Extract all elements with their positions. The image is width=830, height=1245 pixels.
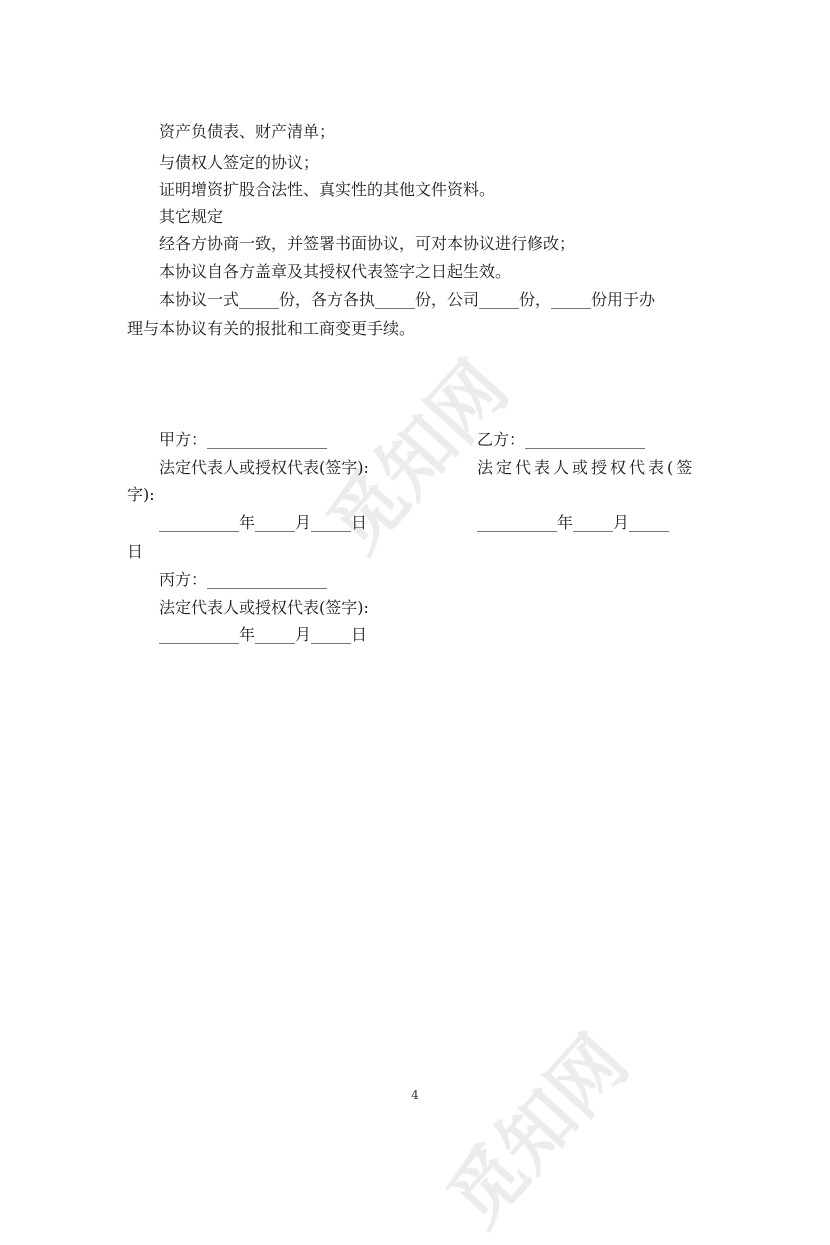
body-line-7: 本协议一式_____份，各方各执_____份，公司_____份，_____份用于办 xyxy=(159,290,656,309)
body-line-3: 证明增资扩股合法性、真实性的其他文件资料。 xyxy=(159,180,496,199)
party-c-rep: 法定代表人或授权代表(签字): xyxy=(159,598,369,617)
watermark-main: 觅知网 xyxy=(311,345,525,569)
party-a-rep-wrap: 字): xyxy=(127,485,155,504)
body-line-5: 经各方协商一致，并签署书面协议，可对本协议进行修改； xyxy=(159,234,576,253)
body-line-1: 资产负债表、财产清单； xyxy=(159,122,336,141)
party-a-rep: 法定代表人或授权代表(签字): xyxy=(159,458,369,477)
party-c-label: 丙方：_______________ xyxy=(159,570,328,589)
party-c-date: __________年_____月_____日 xyxy=(159,625,368,644)
watermark-bottom: 觅知网 xyxy=(431,1019,645,1243)
party-b-date: __________年_____月_____ xyxy=(477,513,670,532)
party-a-date: __________年_____月_____日 xyxy=(159,513,368,532)
page-number: 4 xyxy=(411,1088,419,1102)
body-line-2: 与债权人签定的协议； xyxy=(159,153,320,172)
body-line-8: 理与本协议有关的报批和工商变更手续。 xyxy=(127,319,416,338)
body-line-4: 其它规定 xyxy=(159,207,224,226)
party-b-label: 乙方：_______________ xyxy=(477,430,646,449)
body-line-6: 本协议自各方盖章及其授权代表签字之日起生效。 xyxy=(159,262,512,281)
party-a-date-wrap: 日 xyxy=(127,542,144,561)
party-b-rep: 法定代表人或授权代表(签 xyxy=(477,458,696,477)
party-a-label: 甲方：_______________ xyxy=(159,430,328,449)
